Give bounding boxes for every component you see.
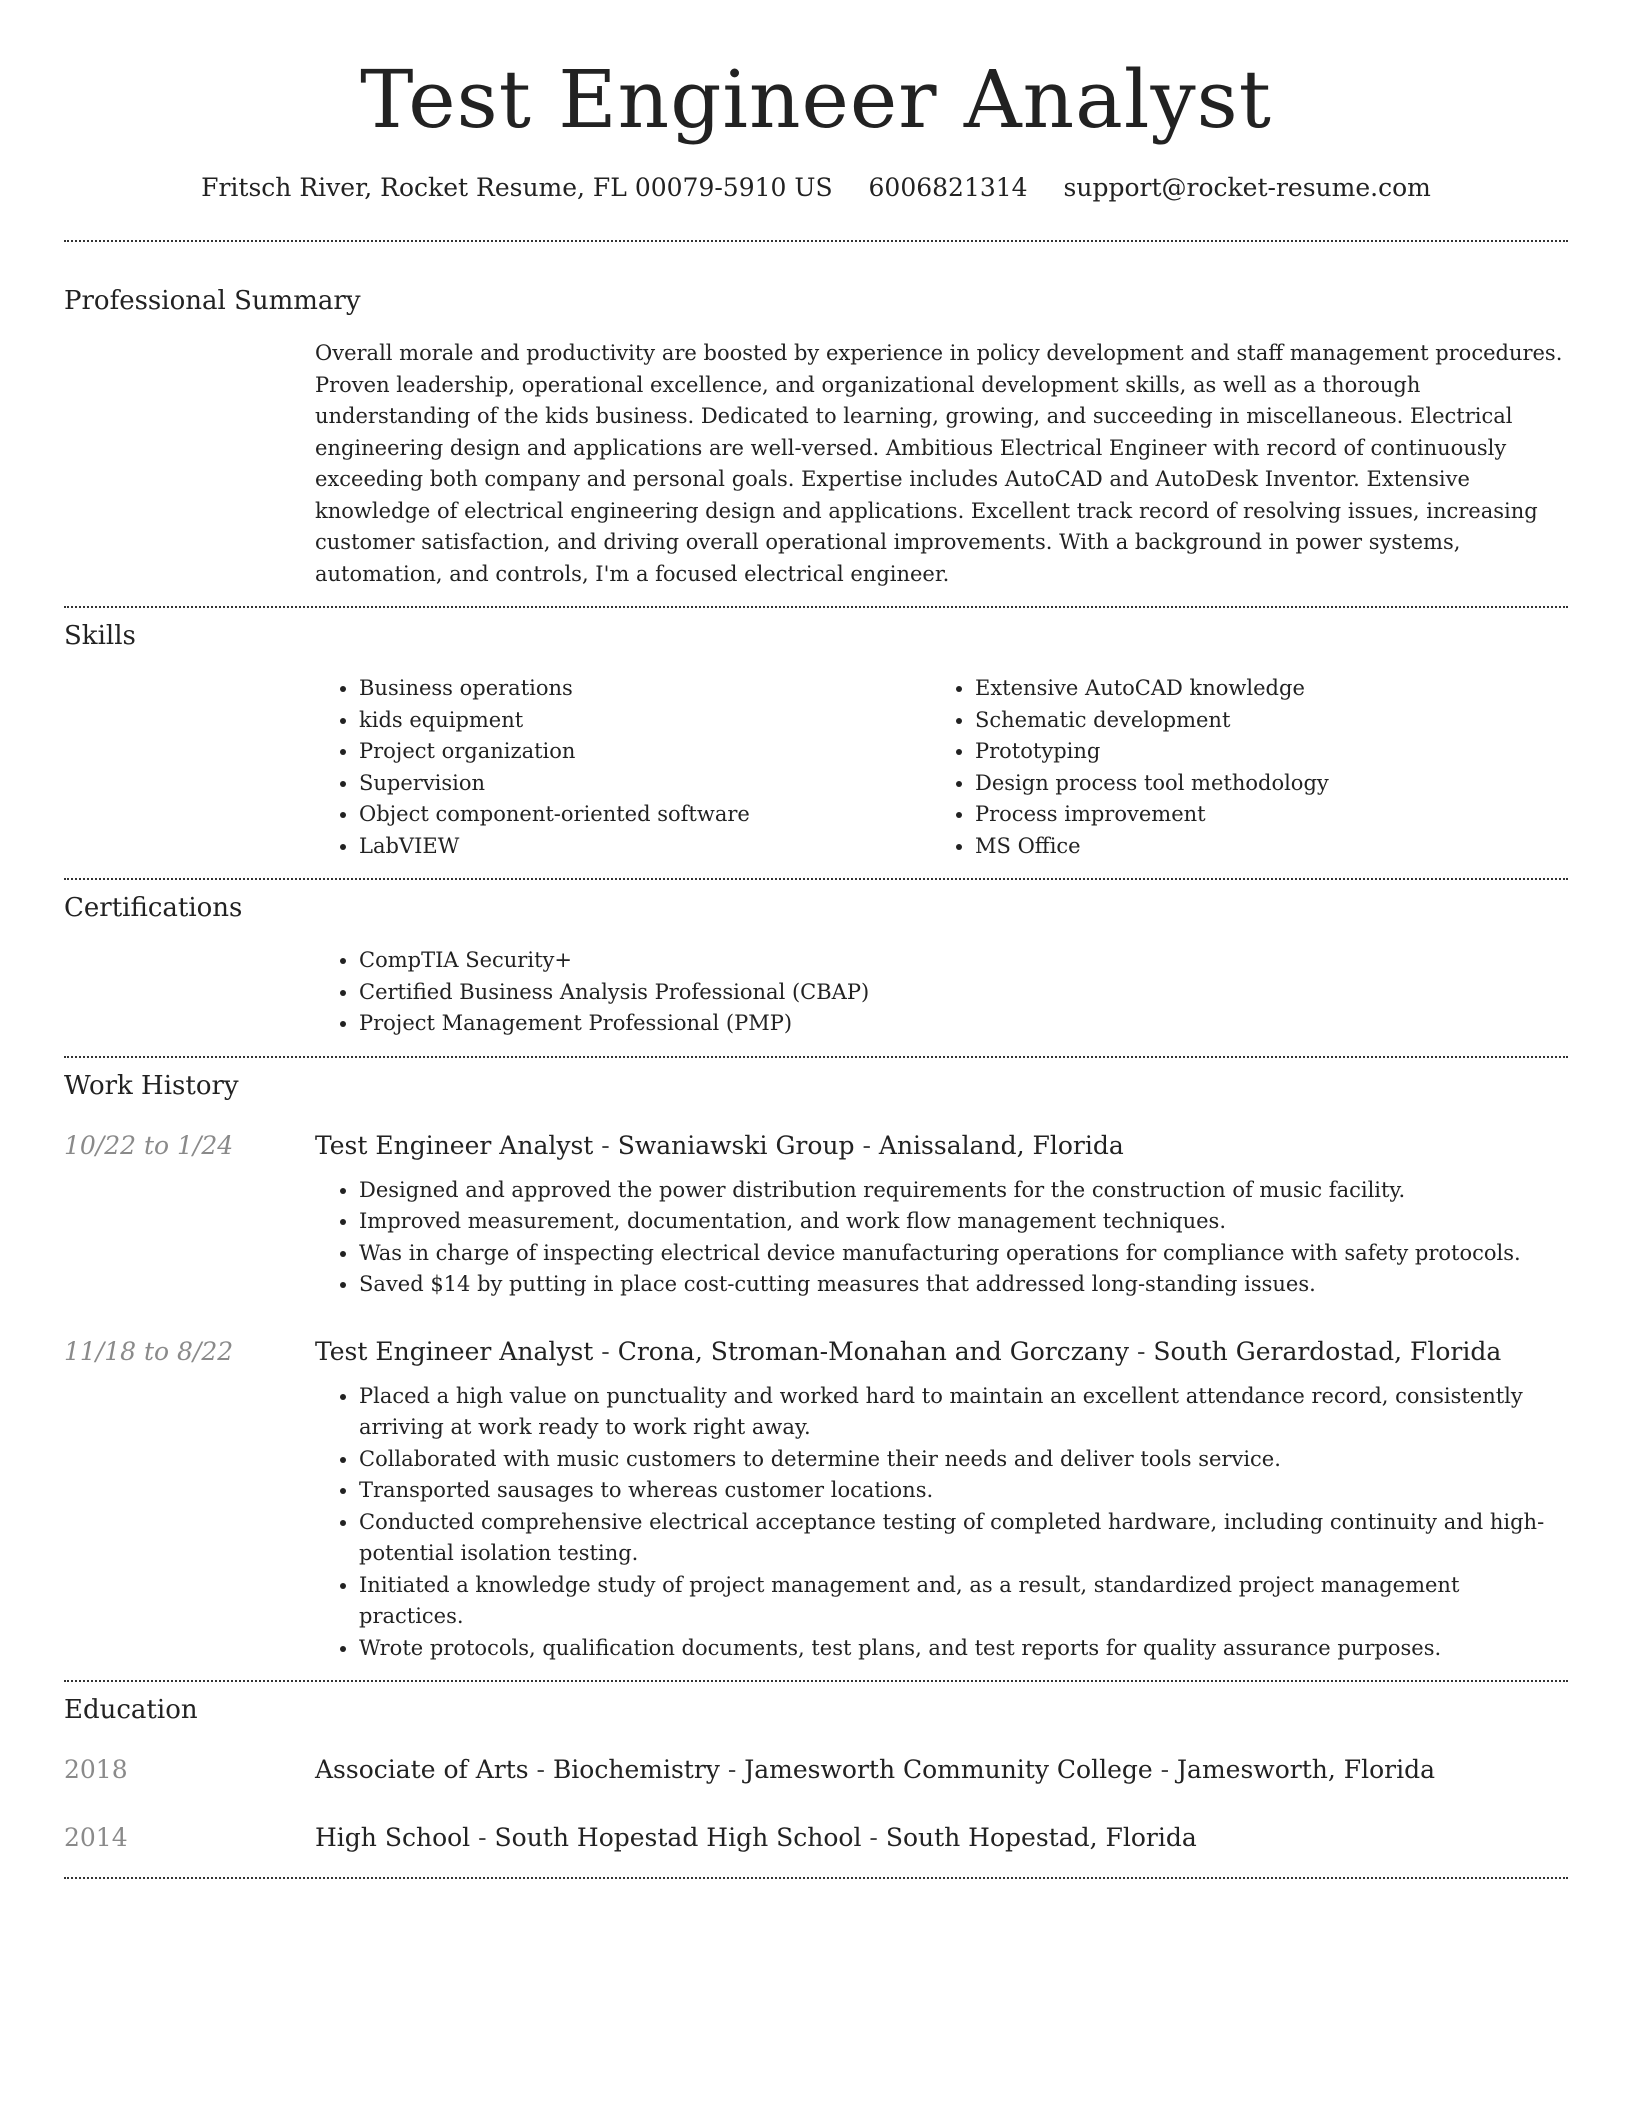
education-field: Biochemistry (552, 1755, 720, 1784)
job-bullets (315, 1381, 1568, 1681)
skill-item: • Process improvement (975, 799, 1547, 831)
education-entry (64, 1753, 1568, 1787)
job-location: South Gerardostad, Florida (1153, 1336, 1502, 1366)
job-company: Crona, Stroman-Monahan and Gorczany (617, 1336, 1130, 1366)
skill-item: • MS Office (975, 831, 1547, 863)
education-section (64, 1682, 1568, 1877)
section-title-education: Education (64, 1695, 198, 1725)
address: Fritsch River, Rocket Resume, FL 00079-5910 US (201, 173, 833, 202)
skills-section (64, 608, 1568, 878)
job-bullet: • Saved $14 by putting in place cost-cutting measures that addressed long-standing issues. (359, 1269, 1568, 1301)
skills-column-left (315, 673, 931, 862)
summary-text: Overall morale and productivity are boosted by experience in policy development and staff management procedures. Proven leadership, operational excellence, and organizational development skills, as well as a thorough understanding of the kids business. Dedicated to learning, growing, and succeeding in miscellaneous. Electrical engineering design and applications are well-versed. Ambitious Electrical Engineer with record of continuously exceeding both company and personal goals. Expertise includes AutoCAD and AutoDesk Inventor. Extensive knowledge of electrical engineering design and applications. Excellent track record of resolving issues, increasing customer satisfaction, and driving overall operational improvements. With a background in power systems, automation, and controls, I'm a focused electrical engineer. (315, 341, 1563, 586)
education-year: 2018 (64, 1755, 128, 1784)
job-company: Swaniawski Group (617, 1130, 855, 1160)
job-bullet: • Initiated a knowledge study of project management and, as a result, standardized project management practices. (359, 1570, 1568, 1633)
job-bullet: • Wrote protocols, qualification documents, test plans, and test reports for quality assurance purposes. (359, 1633, 1568, 1665)
section-title-work-history: Work History (64, 1070, 239, 1101)
skill-item: • Schematic development (975, 705, 1547, 737)
job-bullet: • Conducted comprehensive electrical acceptance testing of completed hardware, including continuity and high-potential isolation testing. (359, 1507, 1568, 1570)
section-title-skills: Skills (64, 621, 136, 651)
section-title-certifications: Certifications (64, 893, 243, 923)
candidate-name: Test Engineer Analyst (360, 53, 1272, 146)
job-dates: 11/18 to 8/22 (64, 1336, 234, 1366)
job-dates: 10/22 to 1/24 (64, 1130, 234, 1160)
education-line: High School - South Hopestad High School - South Hopestad, Florida (315, 1823, 1197, 1852)
contact-line (64, 172, 1568, 204)
skill-item: • Project organization (359, 736, 931, 768)
summary-section (64, 242, 1568, 606)
education-line: Associate of Arts - Biochemistry - Jamesworth Community College - Jamesworth, Florida (315, 1755, 1435, 1784)
phone: 6006821314 (868, 173, 1028, 202)
job-bullet: • Designed and approved the power distribution requirements for the construction of music facility. (359, 1175, 1568, 1207)
job-title: Test Engineer Analyst (315, 1130, 594, 1160)
skill-item: • kids equipment (359, 705, 931, 737)
job-bullet: • Improved measurement, documentation, and work flow management techniques. (359, 1206, 1568, 1238)
email: support@rocket-resume.com (1063, 173, 1431, 202)
skill-item: • Extensive AutoCAD knowledge (975, 673, 1547, 705)
job-location: Anissaland, Florida (878, 1130, 1124, 1160)
education-school: South Hopestad High School (494, 1823, 862, 1852)
job-bullets (315, 1175, 1568, 1301)
education-degree: Associate of Arts (315, 1755, 529, 1784)
education-degree: High School (315, 1823, 471, 1852)
job-entry (64, 1129, 1568, 1301)
certification-item: • Project Management Professional (PMP) (359, 1008, 1568, 1040)
job-bullet: • Transported sausages to whereas customer locations. (359, 1475, 1568, 1507)
skills-column-right (931, 673, 1547, 862)
skill-item: • Business operations (359, 673, 931, 705)
resume-header (64, 0, 1568, 204)
certifications-list (315, 945, 1568, 1056)
job-bullet: • Was in charge of inspecting electrical device manufacturing operations for compliance with safety protocols. (359, 1238, 1568, 1270)
skill-item: • Prototyping (975, 736, 1547, 768)
education-school: Jamesworth Community College (744, 1755, 1153, 1784)
job-title-line: Test Engineer Analyst - Swaniawski Group - Anissaland, Florida (315, 1130, 1124, 1160)
education-year: 2014 (64, 1823, 128, 1852)
certification-item: • CompTIA Security+ (359, 945, 1568, 977)
job-title: Test Engineer Analyst (315, 1336, 594, 1366)
job-bullet: • Collaborated with music customers to determine their needs and deliver tools service. (359, 1444, 1568, 1476)
certifications-section (64, 880, 1568, 1056)
education-location: South Hopestad, Florida (885, 1823, 1197, 1852)
job-header (64, 1335, 1568, 1369)
certification-item: • Certified Business Analysis Professional (CBAP) (359, 977, 1568, 1009)
job-title-line: Test Engineer Analyst - Crona, Stroman-Monahan and Gorczany - South Gerardostad, Florida (315, 1336, 1502, 1366)
education-location: Jamesworth, Florida (1177, 1755, 1435, 1784)
education-entry (64, 1821, 1568, 1877)
divider (64, 1877, 1568, 1879)
job-entry (64, 1335, 1568, 1681)
skill-item: • Object component-oriented software (359, 799, 931, 831)
skill-item: • LabVIEW (359, 831, 931, 863)
skill-item: • Supervision (359, 768, 931, 800)
job-header (64, 1129, 1568, 1163)
skills-list (315, 673, 1568, 878)
work-history-section (64, 1058, 1568, 1681)
skill-item: • Design process tool methodology (975, 768, 1547, 800)
job-bullet: • Placed a high value on punctuality and worked hard to maintain an excellent attendance record, consistently arriving at work ready to work right away. (359, 1381, 1568, 1444)
section-title-summary: Professional Summary (64, 286, 361, 316)
